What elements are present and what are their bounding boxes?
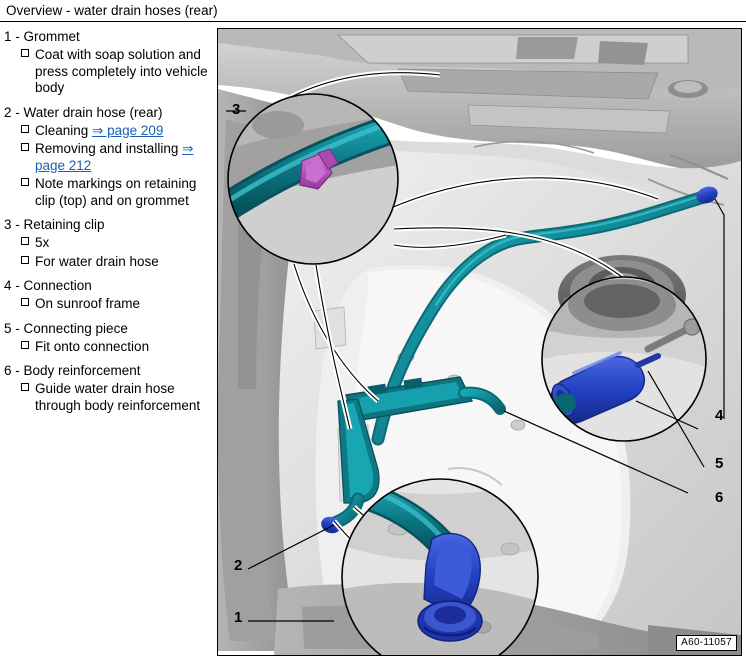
legend-item-3 — [4, 216, 216, 270]
legend-bullet-text: Coat with soap solution and press completely into vehicle body — [35, 47, 208, 95]
illustration-svg — [218, 29, 741, 655]
legend-bullet-row — [4, 339, 216, 356]
legend-bullet-text: Cleaning ⇒ page 209 — [35, 122, 164, 138]
parts-legend — [4, 28, 216, 421]
legend-bullet-text: Fit onto connection — [35, 338, 150, 354]
checkbox-icon — [21, 143, 29, 151]
page-reference-link[interactable]: ⇒ page 212 — [35, 141, 194, 173]
page-title-bar — [0, 0, 746, 22]
legend-heading: 5 - Connecting piece — [4, 320, 128, 336]
checkbox-icon — [21, 49, 29, 57]
callout-2: 2 — [234, 557, 243, 574]
legend-bullet-row — [4, 254, 216, 271]
legend-bullet-text: 5x — [35, 235, 50, 250]
checkbox-icon — [21, 125, 29, 133]
legend-heading: 1 - Grommet — [4, 29, 80, 44]
legend-item-6 — [4, 362, 216, 414]
legend-bullet-text: Note markings on retaining clip (top) and on grommet — [35, 176, 197, 208]
legend-bullet-text: Guide water drain hose through body reinforcement — [35, 381, 201, 413]
legend-bullet-row — [4, 141, 216, 174]
checkbox-icon — [21, 298, 29, 306]
legend-bullet-row — [4, 123, 216, 140]
legend-bullet-row — [4, 381, 216, 414]
page-reference-link[interactable]: ⇒ page 209 — [92, 122, 164, 138]
legend-heading: 2 - Water drain hose (rear) — [4, 104, 163, 120]
legend-bullet-row — [4, 47, 216, 97]
detail-circle-connection — [542, 275, 706, 441]
callout-1: 1 — [234, 609, 243, 626]
callout-3: 3 — [232, 101, 241, 118]
legend-heading: 4 - Connection — [4, 278, 92, 293]
legend-bullet-row — [4, 296, 216, 313]
legend-item-5 — [4, 320, 216, 356]
callout-6: 6 — [715, 489, 724, 506]
page-title: Overview - water drain hoses (rear) — [6, 3, 218, 18]
figure-code-label: A60-11057 — [676, 635, 737, 651]
legend-bullet-row — [4, 176, 216, 209]
checkbox-icon — [21, 383, 29, 391]
legend-bullet-text: For water drain hose — [35, 253, 159, 269]
checkbox-icon — [21, 341, 29, 349]
technical-illustration — [217, 28, 742, 656]
legend-bullet-row — [4, 235, 216, 252]
legend-item-1 — [4, 28, 216, 97]
legend-heading: 3 - Retaining clip — [4, 217, 105, 232]
checkbox-icon — [21, 256, 29, 264]
legend-heading: 6 - Body reinforcement — [4, 363, 141, 378]
legend-item-4 — [4, 277, 216, 313]
legend-item-2 — [4, 104, 216, 210]
legend-bullet-text: On sunroof frame — [35, 296, 141, 311]
checkbox-icon — [21, 237, 29, 245]
callout-4: 4 — [715, 407, 724, 424]
callout-5: 5 — [715, 455, 724, 472]
checkbox-icon — [21, 178, 29, 186]
legend-bullet-text: Removing and installing ⇒ page 212 — [35, 141, 194, 173]
